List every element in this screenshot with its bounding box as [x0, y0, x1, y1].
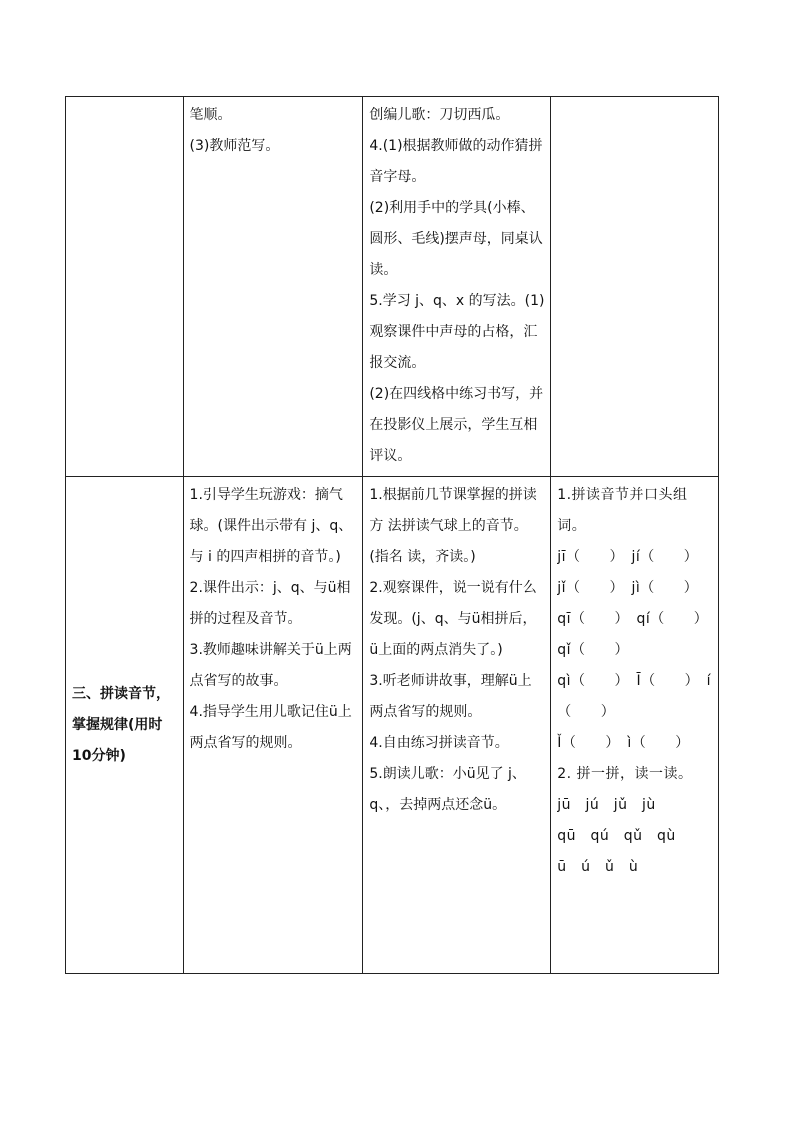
exercise-line: qī（ ） qí（ ） qǐ（ ）: [557, 611, 716, 658]
exercise-line: jǐ（ ） jì（ ）: [557, 580, 699, 596]
table-row: [66, 97, 719, 477]
student-line: (2)利用手中的学具(小棒、圆形、毛线)摆声母，同桌认读。: [369, 200, 543, 278]
exercise-line: ū ú ǔ ù: [557, 859, 639, 875]
student-line: 5.学习 j、q、x 的写法。(1)观察课件中声母的占格，汇报交流。: [369, 293, 545, 371]
student-line: (2)在四线格中练习书写，并在投影仪上展示，学生互相评议。: [369, 386, 544, 464]
student-line: 5.朗读儿歌：小ü见了 j、q、，去掉两点还念ü。: [369, 766, 526, 813]
teacher-line: 3.教师趣味讲解关于ü上两点省写的故事。: [189, 642, 352, 689]
student-line: 3.听老师讲故事，理解ü上两点省写的规则。: [369, 673, 532, 720]
student-line: 4.自由练习拼读音节。: [369, 735, 509, 751]
student-line: 4.(1)根据教师做的动作猜拼音字母。: [369, 138, 543, 185]
exercise-line: jū jú jǔ jù: [557, 797, 656, 813]
exercise-line: Ǐ（ ） ì（ ）: [557, 735, 690, 751]
student-activity-cell: [363, 97, 551, 477]
stage-title: 三、拼读音节，掌握规律(用时10分钟): [72, 685, 170, 764]
student-activity-cell: [363, 477, 551, 974]
table-row: [66, 477, 719, 974]
exercise-cell-empty: [551, 97, 719, 477]
teacher-line: 笔顺。: [189, 107, 232, 123]
student-line: 2.观察课件，说一说有什么发现。(j、q、与ü相拼后，ü上面的两点消失了。): [369, 580, 537, 658]
exercise-line: qū qú qǔ qù: [557, 828, 676, 844]
student-line: 1.根据前几节课掌握的拼读方 法拼读气球上的音节。(指名 读，齐读。): [369, 487, 537, 565]
teacher-activity-cell: [183, 477, 363, 974]
student-line: 创编儿歌：刀切西瓜。: [369, 107, 510, 123]
lesson-plan-table: [65, 96, 719, 974]
teacher-line: 1.引导学生玩游戏：摘气球。(课件出示带有 j、q、与 i 的四声相拼的音节。): [189, 487, 353, 565]
teacher-line: 2.课件出示：j、q、与ü相拼的过程及音节。: [189, 580, 351, 627]
exercise-line: jī（ ） jí（ ）: [557, 549, 699, 565]
teacher-line: 4.指导学生用儿歌记住ü上两点省写的规则。: [189, 704, 352, 751]
stage-cell-empty: [66, 97, 184, 477]
teacher-activity-cell: [183, 97, 363, 477]
exercise-line: 1.拼读音节并口头组词。: [557, 487, 688, 534]
exercise-line: qì（ ） Ī（ ） í（ ）: [557, 673, 711, 720]
exercise-line: 2. 拼一拼，读一读。: [557, 766, 693, 782]
stage-cell: [66, 477, 184, 974]
exercise-cell: [551, 477, 719, 974]
teacher-line: (3)教师范写。: [189, 138, 280, 154]
